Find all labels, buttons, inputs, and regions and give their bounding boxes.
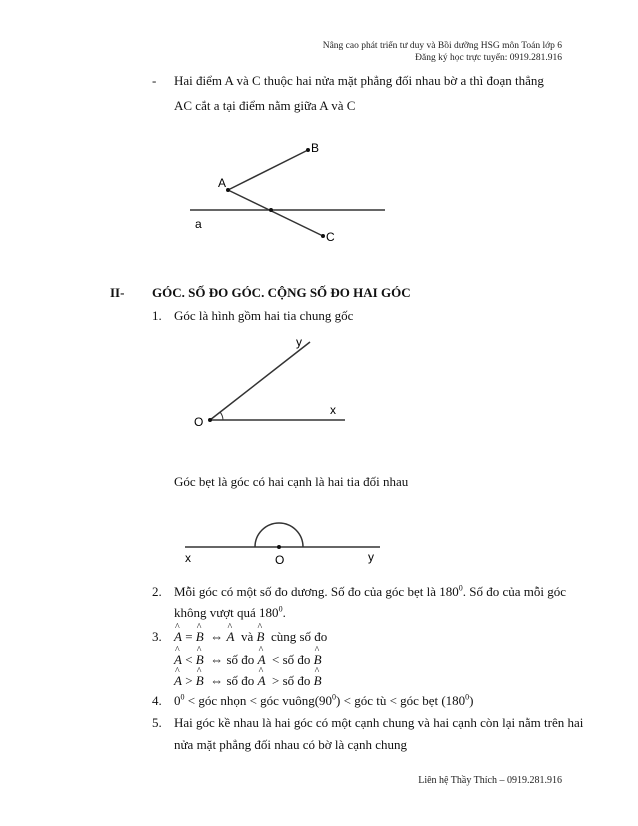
page-footer: Liên hệ Thầy Thích – 0919.281.916 (418, 775, 562, 786)
label-x: x (185, 551, 191, 565)
item-3-row-1: ^ A = ^ B ⇔ ^ A và ^ B cùng số đo (174, 628, 327, 646)
ray-Oy (210, 342, 310, 420)
straight-angle-arc (255, 523, 303, 547)
item-4-number: 4. (152, 693, 162, 708)
angle-arc (220, 412, 223, 420)
section-number: II- (110, 285, 125, 300)
figure-angle-xOy (185, 330, 365, 435)
item-2-line-2: không vượt quá $180^0$. (174, 604, 286, 620)
item-3-row-2: ^ A < ^ B ⇔ số đo ^ A < số đo ^ B (174, 651, 322, 669)
point-O (277, 545, 281, 549)
label-A: A (218, 176, 227, 190)
point-intersection (269, 208, 273, 212)
point-B (306, 148, 310, 152)
header-line-1: Nâng cao phát triển tư duy và Bồi dưỡng HSG môn Toán lớp 6 (322, 41, 562, 51)
point-C (321, 234, 325, 238)
intro-bullet-line-2: AC cắt a tại điểm nằm giữa A và C (174, 98, 356, 113)
figure-line-segment-crossing (180, 135, 400, 245)
segment-AB (228, 150, 308, 190)
label-O: O (194, 415, 204, 429)
label-C: C (326, 230, 335, 244)
item-3-row-3: ^ A > ^ B ⇔ số đo ^ A > số đo ^ B (174, 672, 322, 690)
item-3-number: 3. (152, 629, 162, 644)
intro-bullet-line-1: Hai điểm A và C thuộc hai nửa mặt phẳng đối nhau bờ a thì đoạn thẳng (174, 73, 544, 88)
point-A (226, 188, 230, 192)
label-x: x (330, 403, 336, 417)
page-header (323, 40, 562, 64)
item-4-text: $0^0$ < góc nhọn < góc $vuông(90^0)$ < góc tù < góc bẹt $(180^0)$ (174, 692, 474, 708)
straight-angle-text: Góc bẹt là góc có hai cạnh là hai tia đối nhau (174, 474, 409, 489)
item-5-line-2: nửa mặt phẳng đối nhau có bờ là cạnh chung (174, 737, 408, 752)
label-a: a (195, 217, 202, 231)
label-O: O (275, 553, 285, 565)
label-y: y (296, 335, 302, 349)
item-1-number: 1. (152, 308, 162, 323)
label-y: y (368, 550, 374, 564)
section-title: GÓC. SỐ ĐO GÓC. CỘNG SỐ ĐO HAI GÓC (152, 285, 411, 300)
figure-straight-angle (180, 510, 385, 565)
point-O (208, 418, 212, 422)
label-B: B (311, 141, 320, 155)
header-line-2: Đăng ký học trực tuyến: 0919.281.916 (415, 53, 562, 63)
item-2-line-1: Mỗi góc có một số đo dương. Số đo của góc bẹt là $180^0$. Số đo của mỗi góc (174, 583, 566, 599)
item-1-text: Góc là hình gồm hai tia chung gốc (174, 308, 354, 323)
item-5-line-1: Hai góc kề nhau là hai góc có một cạnh chung và hai cạnh còn lại nằm trên hai (174, 715, 584, 730)
intro-bullet-marker: - (152, 73, 157, 88)
segment-AC (228, 190, 323, 236)
item-5-number: 5. (152, 715, 162, 730)
item-2-number: 2. (152, 584, 162, 599)
